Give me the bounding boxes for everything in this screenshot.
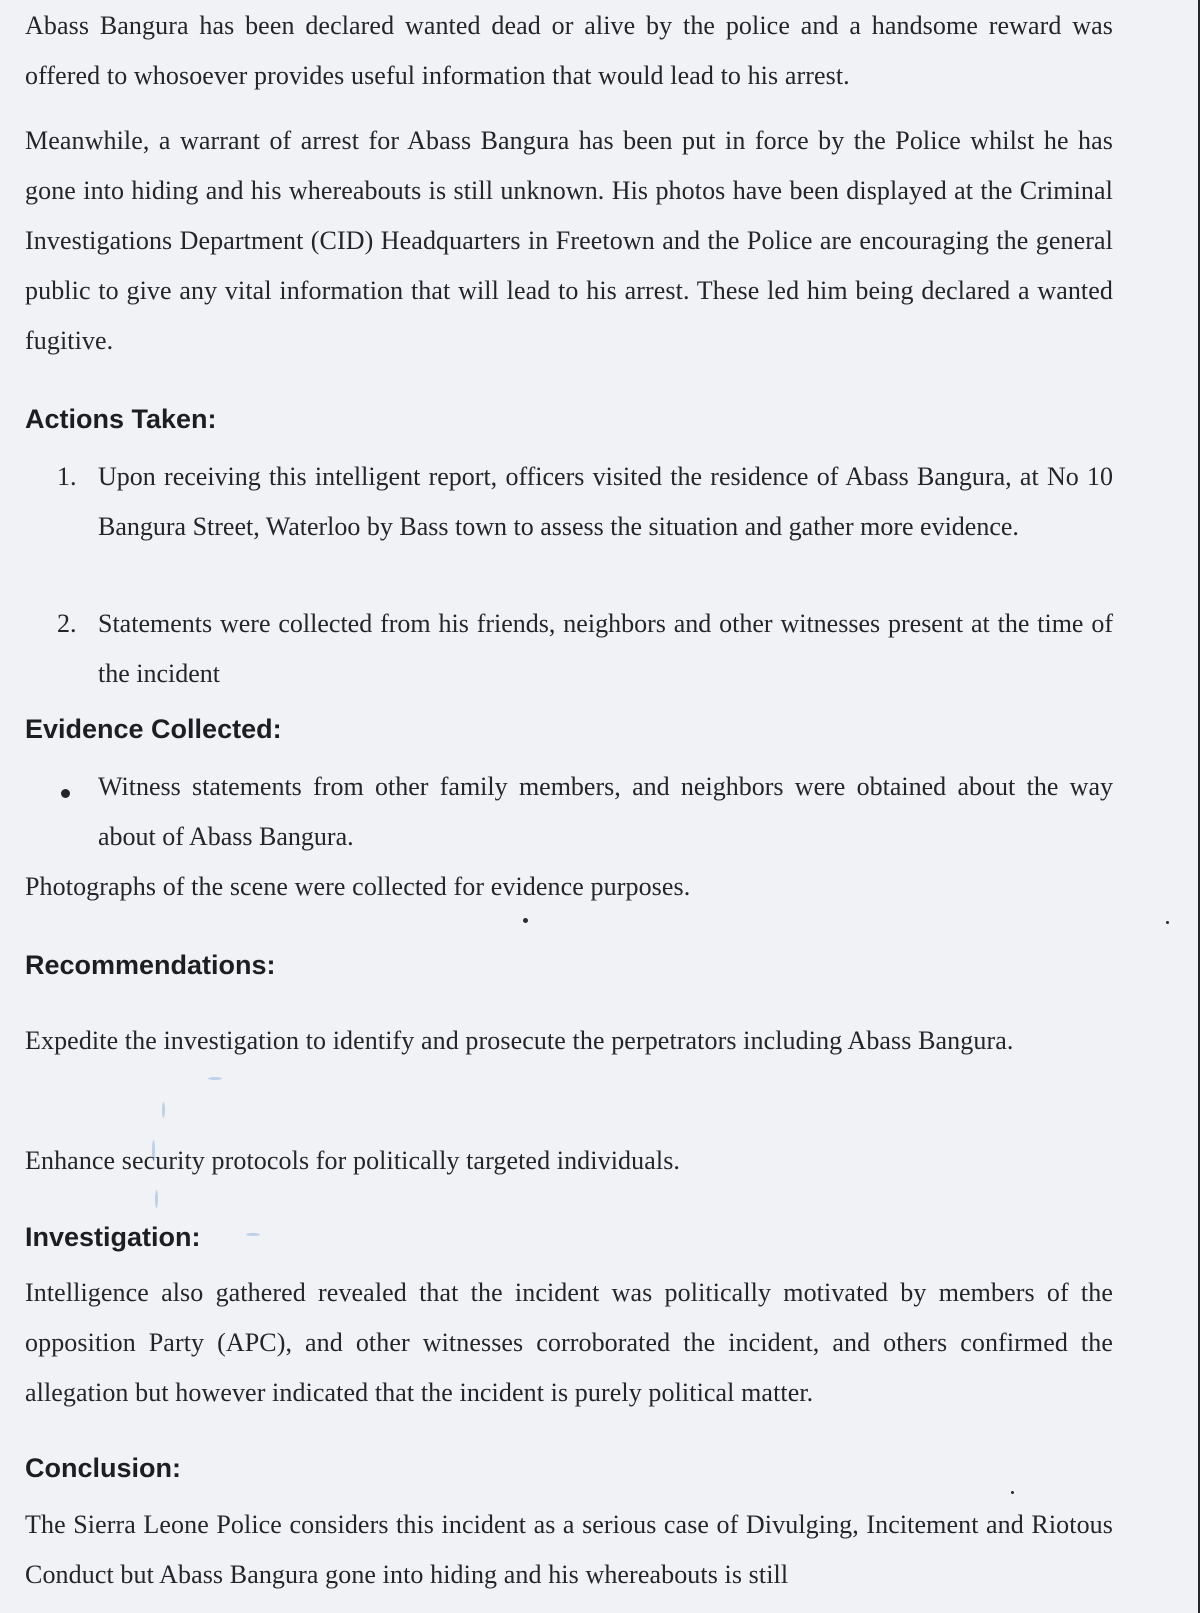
recommendation-expedite: Expedite the investigation to identify and prosecute the perpetrators including Abass Bangura. xyxy=(25,1026,1014,1055)
recommendation-security: Enhance security protocols for politically targeted individuals. xyxy=(25,1146,681,1175)
ink-trace xyxy=(152,1140,155,1162)
recommendations-heading: Recommendations: xyxy=(25,950,276,980)
scan-speck xyxy=(1011,1491,1014,1494)
evidence-collected-heading: Evidence Collected: xyxy=(25,714,282,744)
investigation-heading: Investigation: xyxy=(25,1222,201,1252)
evidence-bullet-witness-statements: Witness statements from other family members, and neighbors were obtained about the way about of Abass Bangura. xyxy=(98,772,1113,851)
bullet-icon xyxy=(61,789,70,798)
conclusion-paragraph: The Sierra Leone Police considers this incident as a serious case of Divulging, Incitement and Riotous Conduct but Abass Bangura gone into hiding and his whereabouts is still xyxy=(25,1510,1113,1589)
action-item-visit-residence: Upon receiving this intelligent report, officers visited the residence of Abass Bangura, at No 10 Bangura Street, Waterloo by Bass town to assess the situation and gather more evidence. xyxy=(98,462,1113,541)
actions-taken-heading: Actions Taken: xyxy=(25,404,217,434)
ink-trace xyxy=(155,1190,158,1208)
action-item-statements: Statements were collected from his friends, neighbors and other witnesses present at the time of the incident xyxy=(98,609,1113,688)
intro-paragraph-reward: Abass Bangura has been declared wanted dead or alive by the police and a handsome reward was offered to whosoever provides useful information that would lead to his arrest. xyxy=(25,11,1113,90)
ink-trace xyxy=(246,1233,260,1236)
list-marker-2: 2. xyxy=(57,609,77,638)
scan-speck xyxy=(1166,921,1169,924)
scan-speck xyxy=(523,918,528,923)
list-marker-1: 1. xyxy=(57,462,77,491)
ink-trace xyxy=(208,1077,222,1080)
intro-paragraph-warrant: Meanwhile, a warrant of arrest for Abass Bangura has been put in force by the Police whilst he has gone into hiding and his whereabouts is still unknown. His photos have been displayed at the Criminal Investigations Department (CID) Headquarters in Freetown and the Police are encouraging the general public to give any vital information that will lead to his arrest. These led him being declared a wanted fugitive. xyxy=(25,126,1113,355)
evidence-photographs-note: Photographs of the scene were collected for evidence purposes. xyxy=(25,872,691,901)
conclusion-heading: Conclusion: xyxy=(25,1453,181,1483)
investigation-paragraph: Intelligence also gathered revealed that the incident was politically motivated by members of the opposition Party (APC), and other witnesses corroborated the incident, and others confirmed the allegation but however indicated that the incident is purely political matter. xyxy=(25,1278,1113,1407)
ink-trace xyxy=(162,1102,165,1118)
